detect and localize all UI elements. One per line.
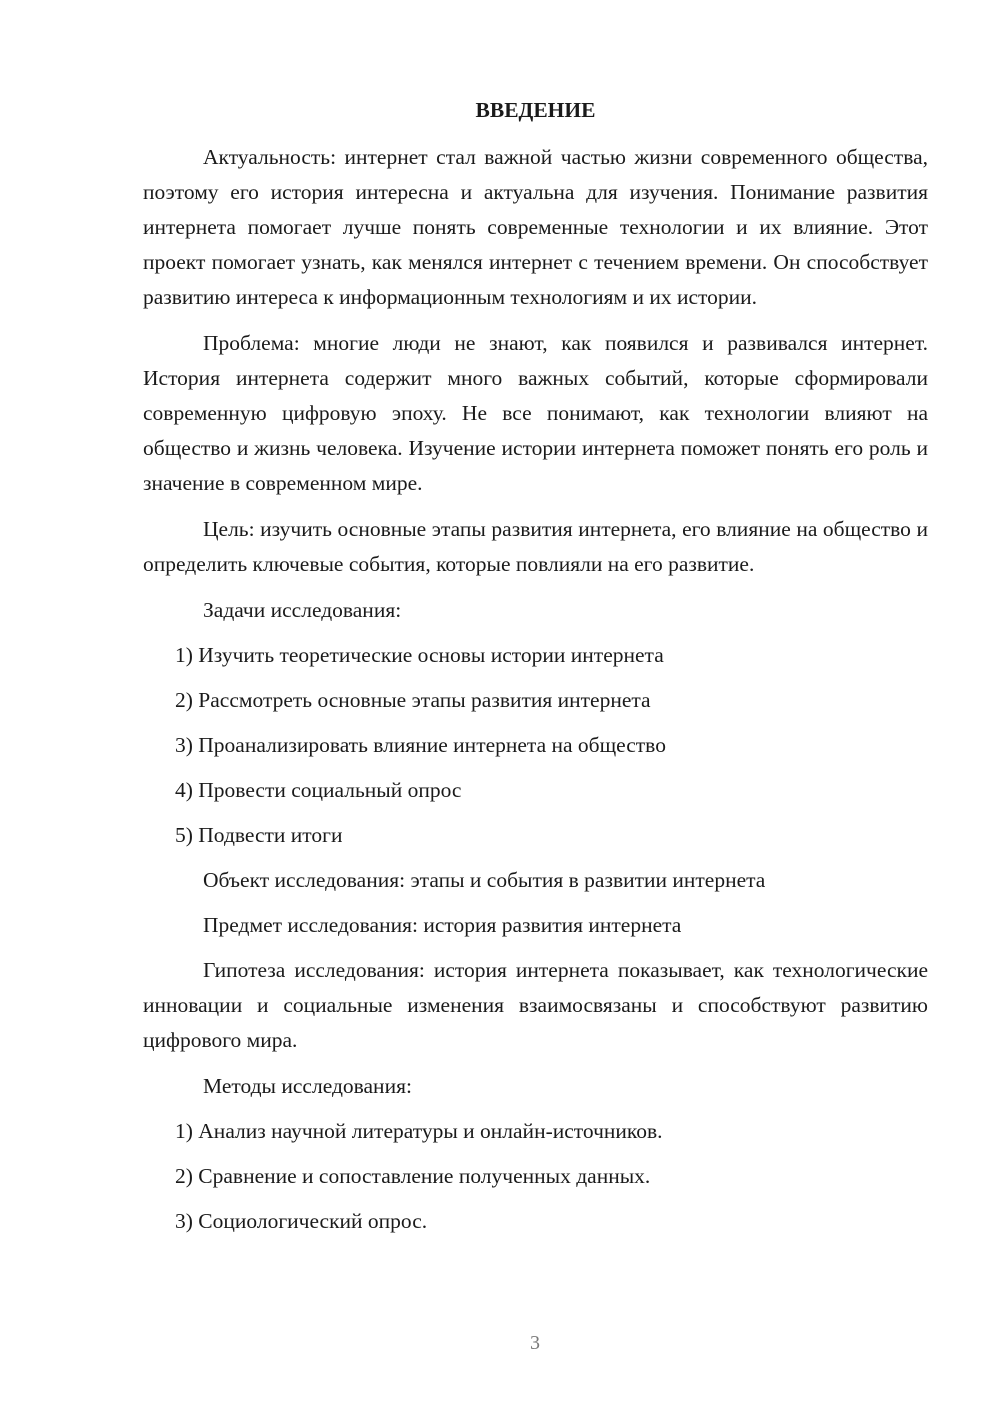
list-item: 5) Подвести итоги <box>175 823 343 847</box>
tasks-list <box>143 638 928 853</box>
list-item: 2) Рассмотреть основные этапы развития интернета <box>175 688 651 712</box>
list-item: 3) Социологический опрос. <box>175 1209 428 1233</box>
section-title: ВВЕДЕНИЕ <box>475 98 596 122</box>
problem-paragraph: Проблема: многие люди не знают, как появился и развивался интернет. История интернета содержит много важных событий, которые сформировали современную цифровую эпоху. Не все понимают, как технологии влияют на общество и жизнь человека. Изучение истории интернета поможет понять его роль и значение в современном мире. <box>143 331 928 495</box>
page-content <box>143 93 928 1249</box>
list-item: 1) Изучить теоретические основы истории интернета <box>175 643 664 667</box>
list-item: 3) Проанализировать влияние интернета на общество <box>175 733 666 757</box>
methods-list <box>143 1114 928 1239</box>
tasks-heading: Задачи исследования: <box>203 598 402 622</box>
hypothesis-paragraph: Гипотеза исследования: история интернета показывает, как технологические инновации и социальные изменения взаимосвязаны и способствуют развитию цифрового мира. <box>143 958 928 1052</box>
page-number: 3 <box>530 1332 540 1354</box>
relevance-paragraph: Актуальность: интернет стал важной частью жизни современного общества, поэтому его история интересна и актуальна для изучения. Понимание развития интернета помогает лучше понять современные технологии и их влияние. Этот проект помогает узнать, как менялся интернет с течением времени. Он способствует развитию интереса к информационным технологиям и их истории. <box>143 145 928 309</box>
subject-line: Предмет исследования: история развития интернета <box>203 913 682 937</box>
list-item: 4) Провести социальный опрос <box>175 778 462 802</box>
list-item: 1) Анализ научной литературы и онлайн-источников. <box>175 1119 663 1143</box>
methods-heading: Методы исследования: <box>203 1074 412 1098</box>
list-item: 2) Сравнение и сопоставление полученных данных. <box>175 1164 651 1188</box>
goal-paragraph: Цель: изучить основные этапы развития интернета, его влияние на общество и определить ключевые события, которые повлияли на его развитие. <box>143 517 928 576</box>
object-line: Объект исследования: этапы и события в развитии интернета <box>203 868 766 892</box>
